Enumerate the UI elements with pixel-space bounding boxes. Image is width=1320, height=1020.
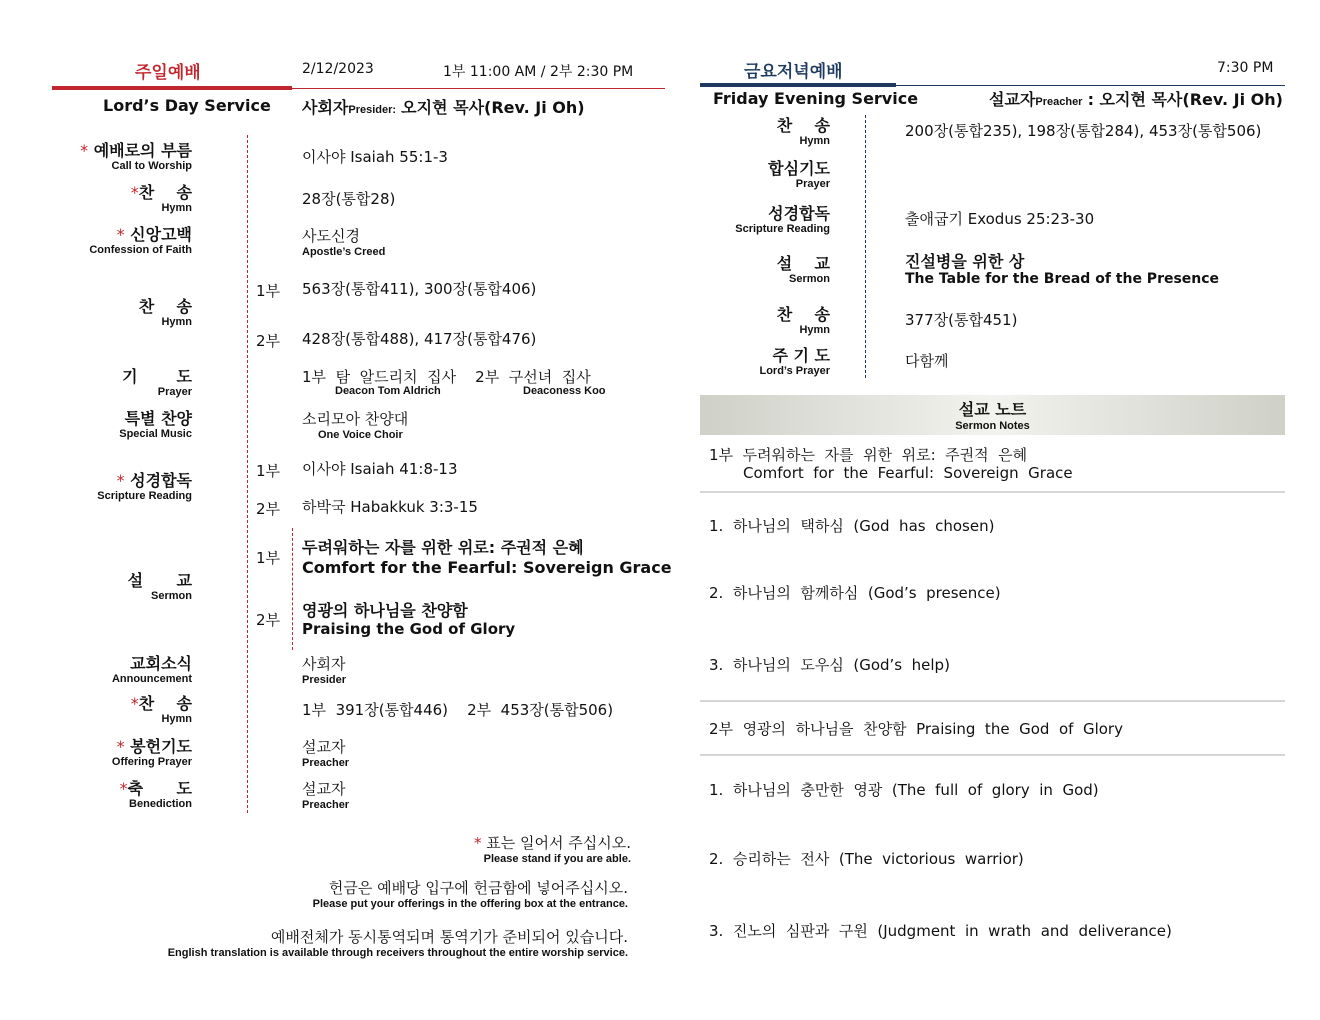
note-stand: * 표는 일어서 주십시오. Please stand if you are able.	[474, 834, 631, 865]
friday-sermon-title-en: The Table for the Bread of the Presence	[905, 271, 1220, 287]
sunday-title-ko: 주일예배	[135, 63, 201, 83]
sermon-notes-title-ko: 설교 노트	[958, 400, 1027, 419]
friday-title-bar	[700, 83, 896, 87]
presider-name: 오지현 목사(Rev. Ji Oh)	[401, 98, 585, 117]
friday-sermon-title-ko: 진설병을 위한 상	[905, 252, 1025, 271]
sermon-divider	[292, 528, 293, 650]
friday-hymn-2-value: 377장(통합451)	[905, 311, 1018, 329]
service-times: 1부 11:00 AM / 2부 2:30 PM	[443, 64, 634, 80]
friday-header-rule	[896, 85, 1285, 86]
notes-divider	[700, 754, 1285, 756]
hymn-2-label: 찬 송 Hymn	[138, 297, 192, 328]
call-ko: 예배로의 부름	[93, 141, 192, 160]
notes-divider	[700, 700, 1285, 702]
prayer-value: 1부 탐 알드리치 집사 2부 구선녀 집사	[302, 368, 591, 386]
scripture-part2: 2부	[256, 500, 281, 518]
stand-marker: *	[80, 141, 89, 160]
creed-value: 사도신경 Apostle’s Creed	[302, 227, 386, 258]
sermon-notes-header	[700, 395, 1285, 435]
sunday-title-en: Lord’s Day Service	[103, 96, 271, 115]
announcement-value: 사회자 Presider	[302, 655, 347, 686]
notes-point: 2. 하나님의 함께하심 (God’s presence)	[709, 584, 1001, 602]
hymn-2-value-2: 428장(통합488), 417장(통합476)	[302, 330, 537, 348]
offering-prayer-label: * 봉헌기도 Offering Prayer	[111, 737, 192, 768]
sunday-label-divider	[247, 135, 248, 813]
call-to-worship-label	[52, 142, 192, 172]
notes-point: 1. 하나님의 택하심 (God has chosen)	[709, 517, 995, 535]
note-offering: 헌금은 예배당 입구에 헌금함에 넣어주십시오. Please put your offerings in the offering box at the entrance.	[312, 879, 628, 910]
sermon-2-title-ko: 영광의 하나님을 찬양함	[302, 601, 468, 620]
friday-label-divider	[865, 115, 866, 378]
hymn-3-label: *찬 송 Hymn	[130, 694, 192, 725]
hymn-3-value: 1부 391장(통합446) 2부 453장(통합506)	[302, 701, 614, 719]
call-en: Call to Worship	[111, 160, 192, 172]
friday-prayer-label: 합심기도 Prayer	[768, 159, 830, 190]
presider-en: Presider:	[348, 104, 397, 116]
preacher-line: 설교자Preacher : 오지현 목사(Rev. Ji Oh)	[989, 90, 1283, 109]
friday-lords-prayer-label: 주 기 도 Lord’s Prayer	[759, 346, 830, 377]
friday-time: 7:30 PM	[1217, 60, 1274, 76]
scripture-label: * 성경합독 Scripture Reading	[97, 471, 192, 502]
hymn-1-value: 28장(통합28)	[302, 190, 396, 208]
hymn-1-label: *찬 송 Hymn	[130, 183, 192, 214]
sermon-notes-title-en: Sermon Notes	[955, 420, 1030, 432]
scripture-value-1: 이사야 Isaiah 41:8-13	[302, 460, 458, 478]
notes-point: 1. 하나님의 충만한 영광 (The full of glory in God)	[709, 781, 1099, 799]
notes-point: 2. 승리하는 전사 (The victorious warrior)	[709, 850, 1024, 868]
friday-hymn-1-label: 찬 송 Hymn	[776, 116, 830, 147]
offering-prayer-value: 설교자 Preacher	[302, 738, 350, 769]
presider-label: 사회자	[302, 98, 349, 117]
presider-line	[302, 95, 585, 118]
service-date: 2/12/2023	[302, 61, 374, 77]
sermon-label: 설 교 Sermon	[127, 571, 192, 602]
notes-sermon-1-en: Comfort for the Fearful: Sovereign Grace	[743, 464, 1073, 482]
friday-sermon-label: 설 교 Sermon	[776, 254, 830, 285]
friday-title-en: Friday Evening Service	[713, 89, 919, 108]
friday-scripture-value: 출애굽기 Exodus 25:23-30	[905, 210, 1095, 228]
scripture-value-2: 하박국 Habakkuk 3:3-15	[302, 498, 478, 516]
scripture-part1: 1부	[256, 462, 281, 480]
benediction-label: *축 도 Benediction	[119, 779, 192, 810]
friday-hymn-2-label: 찬 송 Hymn	[776, 305, 830, 336]
sermon-part2: 2부	[256, 611, 281, 629]
hymn-2-value-1: 563장(통합411), 300장(통합406)	[302, 280, 537, 298]
friday-lords-prayer-value: 다함께	[905, 352, 949, 370]
announcement-label: 교회소식 Announcement	[111, 654, 192, 685]
benediction-value: 설교자 Preacher	[302, 780, 350, 811]
sermon-1-title-en: Comfort for the Fearful: Sovereign Grace	[302, 558, 672, 577]
prayer-en-1: Deacon Tom Aldrich	[335, 385, 441, 397]
special-music-label: 특별 찬양 Special Music	[119, 409, 192, 440]
sunday-header-rule	[292, 88, 665, 89]
note-translation: 예배전체가 동시통역되며 통역기가 준비되어 있습니다. English translation is available through receivers throughout the entire worship service.	[167, 928, 628, 959]
notes-point: 3. 하나님의 도우심 (God’s help)	[709, 656, 950, 674]
prayer-en-2: Deaconess Koo	[523, 385, 606, 397]
sermon-1-title-ko: 두려워하는 자를 위한 위로: 주권적 은혜	[302, 538, 584, 557]
notes-divider	[700, 491, 1285, 493]
sermon-2-title-en: Praising the God of Glory	[302, 620, 516, 638]
prayer-label: 기 도 Prayer	[122, 367, 192, 398]
notes-sermon-2: 2부 영광의 하나님을 찬양함 Praising the God of Glory	[709, 720, 1123, 738]
hymn-2-part2: 2부	[256, 332, 281, 350]
notes-sermon-1-ko: 1부 두려워하는 자를 위한 위로: 주권적 은혜	[709, 446, 1028, 464]
friday-scripture-label: 성경합독 Scripture Reading	[735, 204, 830, 235]
call-value: 이사야 Isaiah 55:1-3	[302, 148, 448, 166]
friday-hymn-1-value: 200장(통합235), 198장(통합284), 453장(통합506)	[905, 122, 1262, 140]
notes-point: 3. 진노의 심판과 구원 (Judgment in wrath and deliverance)	[709, 922, 1172, 940]
special-music-value: 소리모아 찬양대 One Voice Choir	[302, 410, 409, 441]
sermon-part1: 1부	[256, 549, 281, 567]
hymn-2-part1: 1부	[256, 282, 281, 300]
creed-label: * 신앙고백 Confession of Faith	[89, 225, 192, 256]
sunday-title-bar	[52, 86, 292, 90]
friday-title-ko: 금요저녁예배	[744, 62, 843, 82]
